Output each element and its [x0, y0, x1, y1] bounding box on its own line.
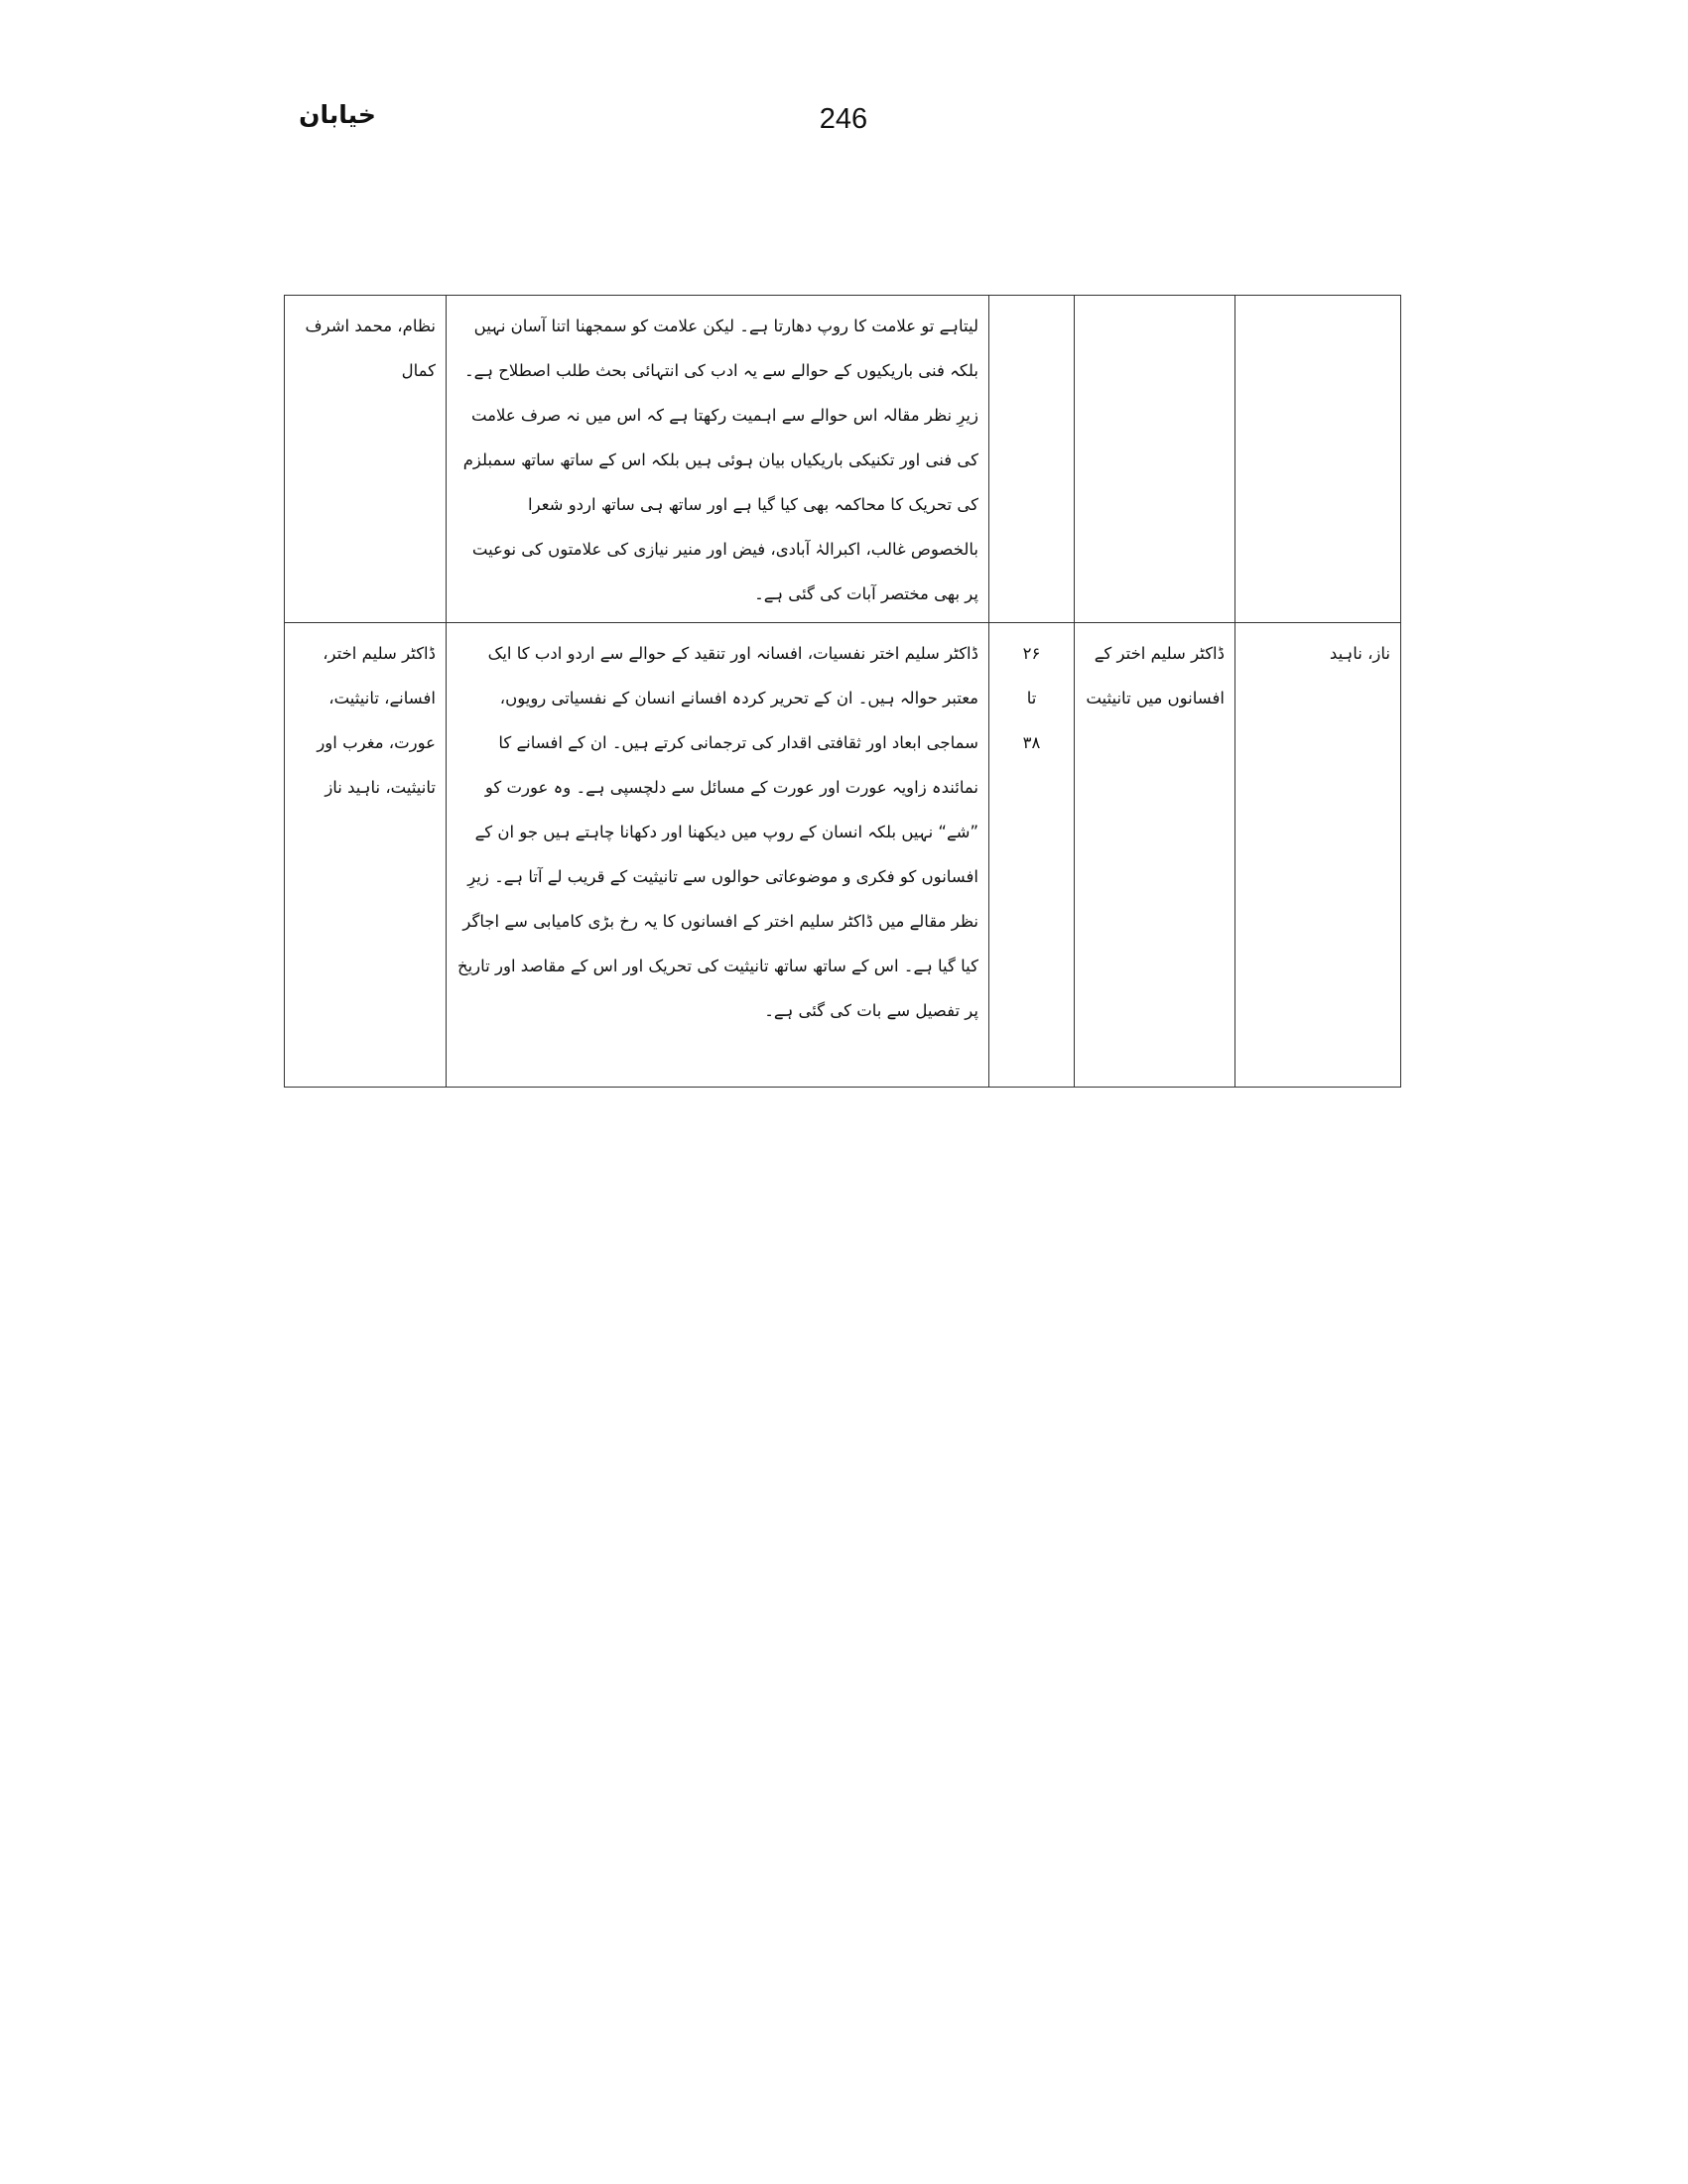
- table-row: [285, 623, 1401, 1088]
- journal-name: خیابان: [299, 100, 376, 129]
- pages-from: ۲۶: [1022, 644, 1041, 663]
- abstract-cell: لیتاہے تو علامت کا روپ دھارتا ہے۔ لیکن علامت کو سمجھنا اتنا آسان نہیں بلکہ فنی باریکیوں کے حوالے سے یہ ادب کی انتہائی بحث طلب اصطلاح ہے۔ زیرِ نظر مقالہ اس حوالے سے اہمیت رکھتا ہے کہ اس میں نہ صرف علامت کی فنی اور تکنیکی باریکیاں بیان ہوئی ہیں بلکہ اس کے ساتھ ساتھ سمبلزم کی تحریک کا محاکمہ بھی کیا گیا ہے اور ساتھ ہی ساتھ اردو شعرا بالخصوص غالب، اکبرالہٰ آبادی، فیض اور منیر نیازی کی علامتوں کی نوعیت پر بھی مختصر آبات کی گئی ہے۔: [447, 296, 989, 623]
- author-cell: [1235, 296, 1401, 623]
- title-cell: ڈاکٹر سلیم اختر کے افسانوں میں تانیثیت: [1075, 623, 1235, 1088]
- keywords-cell: ڈاکٹر سلیم اختر، افسانے، تانیثیت، عورت، مغرب اور تانیثیت، ناہید ناز: [285, 623, 447, 1088]
- table-row: [285, 296, 1401, 623]
- pages-cell: [989, 623, 1075, 1088]
- keywords-cell: نظام، محمد اشرف کمال: [285, 296, 447, 623]
- pages-to-word: تا: [1026, 689, 1037, 707]
- pages-cell: [989, 296, 1075, 623]
- abstract-cell: ڈاکٹر سلیم اختر نفسیات، افسانہ اور تنقید کے حوالے سے اردو ادب کا ایک معتبر حوالہ ہیں۔ ان کے تحریر کردہ افسانے انسان کے نفسیاتی رویوں، سماجی ابعاد اور ثقافتی اقدار کی ترجمانی کرتے ہیں۔ ان کے افسانے کا نمائندہ زاویہ عورت اور عورت کے مسائل سے دلچسپی ہے۔ وہ عورت کو ”شے“ نہیں بلکہ انسان کے روپ میں دیکھنا اور دکھانا چاہتے ہیں جو ان کے افسانوں کو فکری و موضوعاتی حوالوں سے تانیثیت کے قریب لے آتا ہے۔ زیرِ نظر مقالے میں ڈاکٹر سلیم اختر کے افسانوں کا یہ رخ بڑی کامیابی سے اجاگر کیا گیا ہے۔ اس کے ساتھ ساتھ تانیثیت کی تحریک اور اس کے مقاصد اور تاریخ پر تفصیل سے بات کی گئی ہے۔: [447, 623, 989, 1088]
- title-cell: [1075, 296, 1235, 623]
- records-table: [284, 295, 1401, 1088]
- author-cell: ناز، ناہید: [1235, 623, 1401, 1088]
- page-number: 246: [819, 103, 868, 135]
- pages-to: ۳۸: [1022, 733, 1041, 752]
